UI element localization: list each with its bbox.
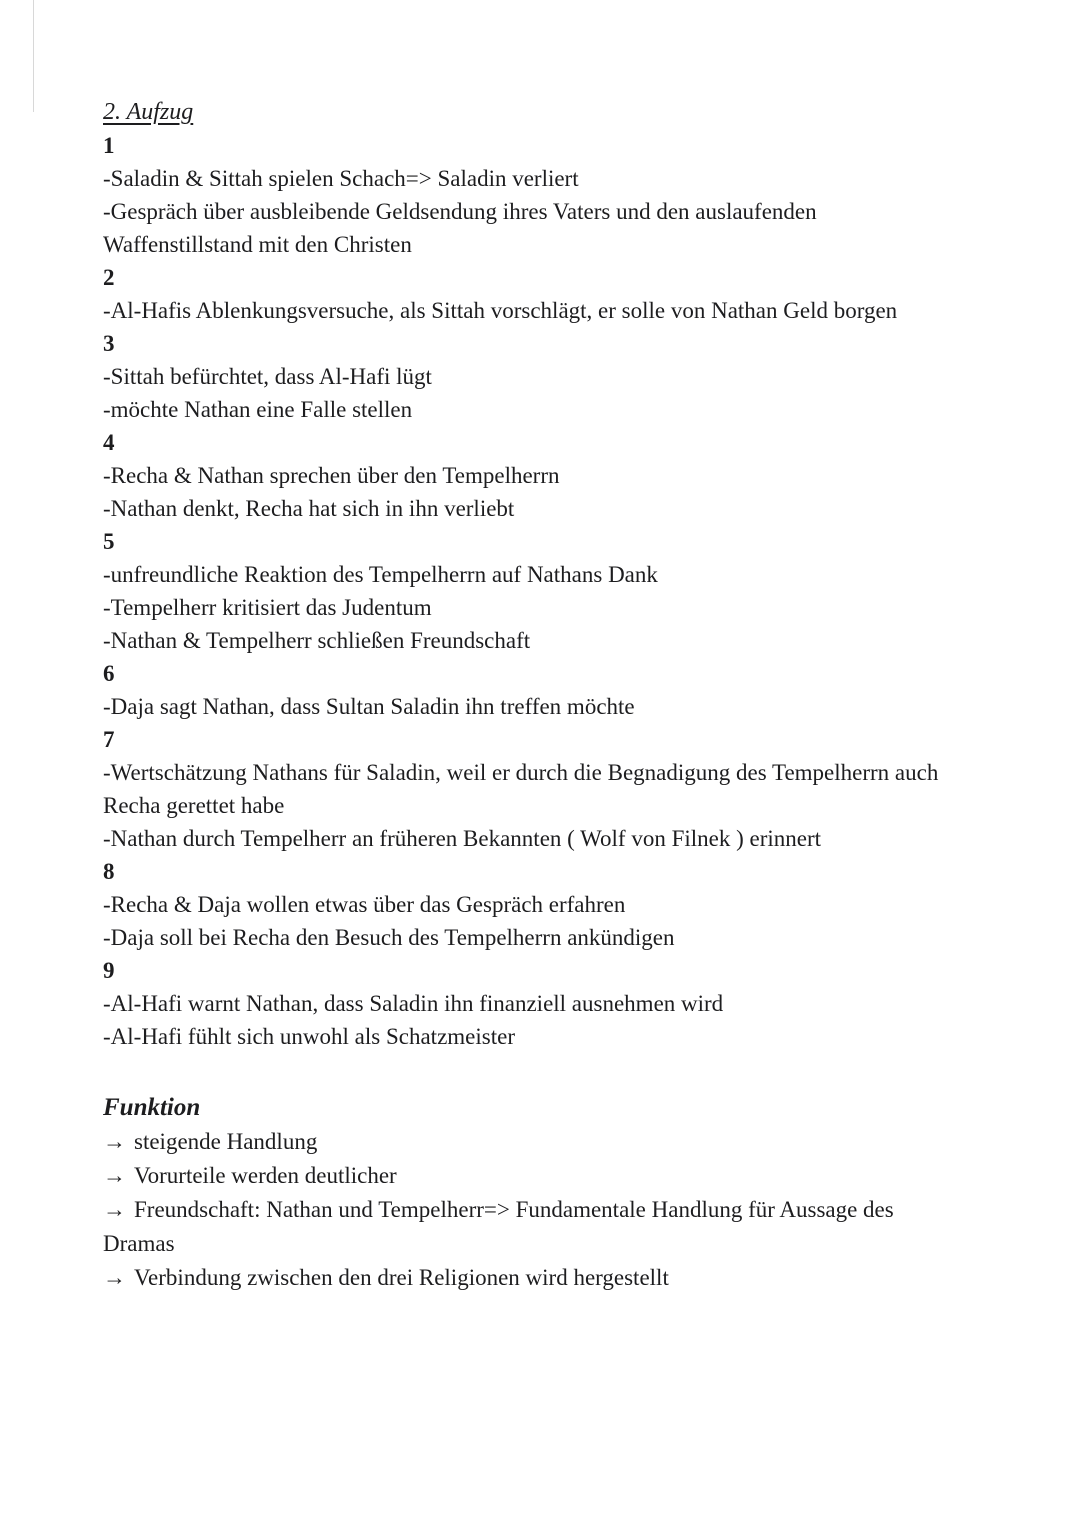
funktion-item-text: steigende Handlung	[134, 1129, 318, 1154]
funktion-item-text: Verbindung zwischen den drei Religionen wird hergestellt	[134, 1265, 669, 1290]
scene-line: -möchte Nathan eine Falle stellen	[103, 397, 413, 422]
scene-line: -Daja soll bei Recha den Besuch des Tempelherrn ankündigen	[103, 925, 675, 950]
scene-line: -Nathan denkt, Recha hat sich in ihn verliebt	[103, 496, 515, 521]
funktion-item-text: Vorurteile werden deutlicher	[134, 1163, 397, 1188]
scene-line: -Al-Hafis Ablenkungsversuche, als Sittah vorschlägt, er solle von Nathan Geld borgen	[103, 298, 898, 323]
scene-number: 6	[103, 661, 115, 686]
scene-number: 2	[103, 265, 115, 290]
arrow-icon: →	[103, 1197, 126, 1222]
arrow-icon: →	[103, 1129, 126, 1154]
funktion-item	[103, 1125, 953, 1159]
scene-line: -Recha & Daja wollen etwas über das Gespräch erfahren	[103, 892, 626, 917]
scene-number: 9	[103, 958, 115, 983]
scene-line: -Sittah befürchtet, dass Al-Hafi lügt	[103, 364, 432, 389]
scene-line: -Nathan & Tempelherr schließen Freundschaft	[103, 628, 531, 653]
scene-line: -Tempelherr kritisiert das Judentum	[103, 595, 432, 620]
scene-line: -unfreundliche Reaktion des Tempelherrn auf Nathans Dank	[103, 562, 658, 587]
scenes	[103, 129, 953, 1053]
scene-line: -Al-Hafi warnt Nathan, dass Saladin ihn finanziell ausnehmen wird	[103, 991, 724, 1016]
scene-line: -Al-Hafi fühlt sich unwohl als Schatzmeister	[103, 1024, 515, 1049]
funktion-items	[103, 1125, 953, 1295]
scene-number: 5	[103, 529, 115, 554]
scene-line: -Wertschätzung Nathans für Saladin, weil er durch die Begnadigung des Tempelherrn auch Recha gerettet habe	[103, 760, 939, 818]
funktion-item	[103, 1193, 953, 1261]
arrow-icon: →	[103, 1163, 126, 1188]
funktion-heading: Funktion	[103, 1094, 201, 1121]
scene-number: 3	[103, 331, 115, 356]
scene-line: -Nathan durch Tempelherr an früheren Bekannten ( Wolf von Filnek ) erinnert	[103, 826, 822, 851]
scene-line: -Saladin & Sittah spielen Schach=> Saladin verliert	[103, 166, 579, 191]
funktion-item	[103, 1159, 953, 1193]
scene-line: -Gespräch über ausbleibende Geldsendung ihres Vaters und den auslaufenden Waffenstillstand mit den Christen	[103, 199, 817, 257]
funktion-section	[103, 1091, 953, 1295]
scene-number: 8	[103, 859, 115, 884]
scene-line: -Recha & Nathan sprechen über den Tempelherrn	[103, 463, 560, 488]
scene-number: 1	[103, 133, 115, 158]
funktion-item	[103, 1261, 953, 1295]
scene-number: 4	[103, 430, 115, 455]
page-edge-artifact	[33, 0, 34, 112]
arrow-icon: →	[103, 1265, 126, 1290]
notes-page	[103, 96, 953, 1295]
scene-number: 7	[103, 727, 115, 752]
scene-line: -Daja sagt Nathan, dass Sultan Saladin ihn treffen möchte	[103, 694, 635, 719]
funktion-item-text: Freundschaft: Nathan und Tempelherr=> Fundamentale Handlung für Aussage des Dramas	[103, 1197, 894, 1256]
page-title: 2. Aufzug	[103, 99, 194, 125]
